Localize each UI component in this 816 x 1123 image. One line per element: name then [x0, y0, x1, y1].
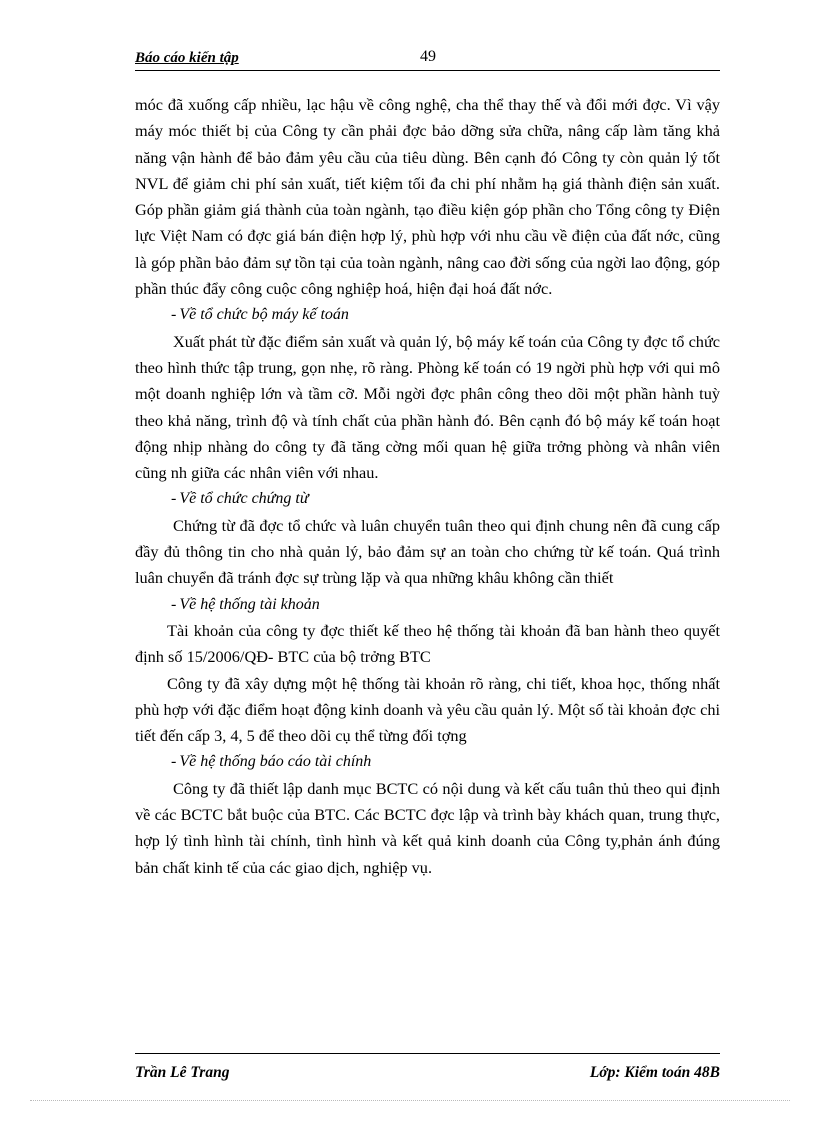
bullet-dash: -: [171, 595, 177, 613]
footer-author: Trần Lê Trang: [135, 1064, 230, 1081]
page-bottom-divider: [30, 1100, 790, 1101]
paragraph-intro: móc đã xuống cấp nhiều, lạc hậu về công nghệ, cha thể thay thế và đổi mới đợc. Vì vậy máy móc thiết bị của Công ty cần phải đợc bảo dỡng sửa chữa, nâng cấp làm tăng khả năng vận hành để bảo đảm yêu cầu của tiêu dùng. Bên cạnh đó Công ty còn quản lý tốt NVL để giảm chi phí sản xuất, tiết kiệm tối đa chi phí nhằm hạ giá thành điện sản xuất. Góp phần giảm giá thành của toàn ngành, tạo điều kiện góp phần cho Tổng công ty Điện lực Việt Nam có đợc giá bán điện hợp lý, phù hợp với nhu cầu về điện của đất nớc, cũng là góp phần bảo đảm sự tồn tại của toàn ngành, nâng cao đời sống của ngời lao động, góp phần thúc đẩy công cuộc công nghiệp hoá, hiện đại hoá đất nớc.: [135, 95, 720, 299]
section-heading-accounts-system: [135, 592, 720, 618]
footer-class: Lớp: Kiểm toán 48B: [589, 1064, 720, 1081]
heading-text: Về hệ thống tài khoản: [179, 595, 320, 613]
section-heading-documents: [135, 486, 720, 512]
heading-text: Về tổ chức chứng từ: [179, 490, 309, 508]
bullet-dash: -: [171, 490, 177, 508]
document-body: [135, 92, 720, 881]
paragraph-accounts-design: Tài khoản của công ty đợc thiết kế theo hệ thống tài khoản đã ban hành theo quyết định số 15/2006/QĐ- BTC của bộ trởng BTC: [135, 620, 720, 667]
paragraph-accounting-apparatus: Xuất phát từ đặc điểm sản xuất và quản lý, bộ máy kế toán của Công ty đợc tổ chức theo hình thức tập trung, gọn nhẹ, rõ ràng. Phòng kế toán có 19 ngời phù hợp với qui mô một doanh nghiệp lớn và tầm cỡ. Mỗi ngời đợc phân công theo dõi một phần hành tuỳ theo khả năng, trình độ và tính chất của phần hành đó. Bên cạnh đó bộ máy kế toán hoạt động nhịp nhàng do công ty đã tăng cờng mối quan hệ giữa trởng phòng và nhân viên cũng nh giữa các nhân viên với nhau.: [135, 331, 720, 483]
bullet-dash: -: [171, 753, 177, 771]
page-header: [135, 48, 720, 71]
bullet-dash: -: [171, 306, 177, 324]
page-number: 49: [420, 48, 436, 65]
paragraph-financial-reports: Công ty đã thiết lập danh mục BCTC có nội dung và kết cấu tuân thủ theo qui định về các BCTC bắt buộc của BTC. Các BCTC đợc lập và trình bày khách quan, trung thực, hợp lý tình hình tài chính, tình hình và kết quả kinh doanh của Công ty,phản ánh đúng bản chất kinh tế của các giao dịch, nghiệp vụ.: [135, 778, 720, 877]
header-title: Báo cáo kiến tập: [135, 50, 239, 66]
heading-text: Về tổ chức bộ máy kế toán: [179, 306, 349, 324]
paragraph-documents: Chứng từ đã đợc tổ chức và luân chuyển tuân theo qui định chung nên đã cung cấp đầy đủ thông tin cho nhà quản lý, bảo đảm sự an toàn cho chứng từ kế toán. Quá trình luân chuyển đã tránh đợc sự trùng lặp và qua những khâu không cần thiết: [135, 515, 720, 588]
heading-text: Về hệ thống báo cáo tài chính: [179, 753, 372, 771]
paragraph-accounts-detail: Công ty đã xây dựng một hệ thống tài khoản rõ ràng, chi tiết, khoa học, thống nhất phù hợp với đặc điểm hoạt động kinh doanh và yêu cầu quản lý. Một số tài khoản đợc chi tiết đến cấp 3, 4, 5 để theo dõi cụ thể từng đối tợng: [135, 673, 720, 746]
section-heading-financial-reports: [135, 749, 720, 775]
section-heading-accounting-apparatus: [135, 302, 720, 328]
page-footer: [135, 1053, 720, 1081]
